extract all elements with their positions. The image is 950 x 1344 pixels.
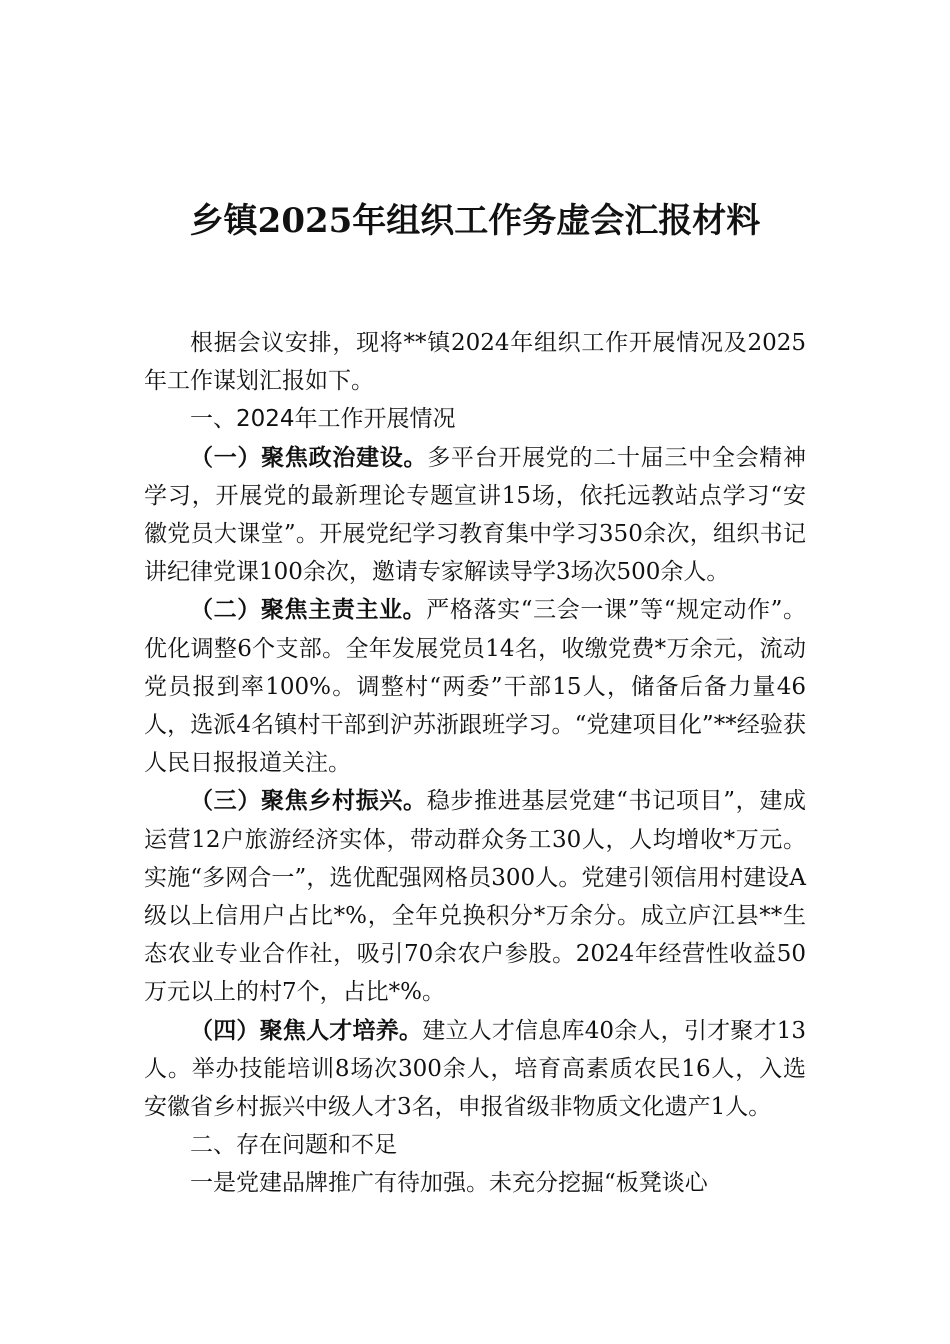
paragraph-rural [144, 782, 806, 1011]
intro-paragraph: 根据会议安排，现将**镇2024年组织工作开展情况及2025年工作谋划汇报如下。 [144, 330, 806, 395]
paragraph-lead: （四）聚焦人才培养。 [190, 1016, 423, 1044]
paragraph-text: 严格落实“三会一课”等“规定动作”。优化调整6个支部。全年发展党员14名，收缴党费*万余元，流动党员报到率100%。调整村“两委”干部15人，储备后备力量46人，选派4名镇村干部到沪苏浙跟班学习。“党建项目化”**经验获人民日报报道关注。 [144, 597, 806, 777]
paragraph-text: 稳步推进基层党建“书记项目”，建成运营12户旅游经济实体，带动群众务工30人，人均增收*万元。实施“多网合一”，选优配强网格员300人。党建引领信用村建设A级以上信用户占比*%，全年兑换积分*万余分。成立庐江县**生态农业专业合作社，吸引70余农户参股。2024年经营性收益50万元以上的村7个，占比*%。 [144, 788, 806, 1006]
paragraph-responsibility [144, 591, 806, 782]
paragraph-lead: （一）聚焦政治建设。 [190, 443, 428, 471]
paragraph-text: 多平台开展党的二十届三中全会精神学习，开展党的最新理论专题宣讲15场，依托远教站点学习“安徽党员大课堂”。开展党纪学习教育集中学习350余次，组织书记讲纪律党课100余次，邀请专家解读导学3场次500余人。 [144, 444, 807, 586]
section-heading-2: 二、存在问题和不足 [190, 1132, 397, 1159]
paragraph-issue-1: 一是党建品牌推广有待加强。未充分挖掘“板凳谈心 [190, 1170, 708, 1197]
document-body [144, 324, 806, 1203]
paragraph-lead: （三）聚焦乡村振兴。 [190, 787, 427, 815]
section-heading-1: 一、2024年工作开展情况 [190, 406, 456, 433]
paragraph-talent [144, 1012, 806, 1127]
paragraph-lead: （二）聚焦主责主业。 [190, 596, 427, 624]
paragraph-text: 建立人才信息库40余人，引才聚才13人。举办技能培训8场次300余人，培育高素质农民16人，入选安徽省乡村振兴中级人才3名，申报省级非物质文化遗产1人。 [144, 1017, 806, 1121]
paragraph-political [144, 439, 806, 592]
document-title: 乡镇2025年组织工作务虚会汇报材料 [189, 201, 761, 241]
